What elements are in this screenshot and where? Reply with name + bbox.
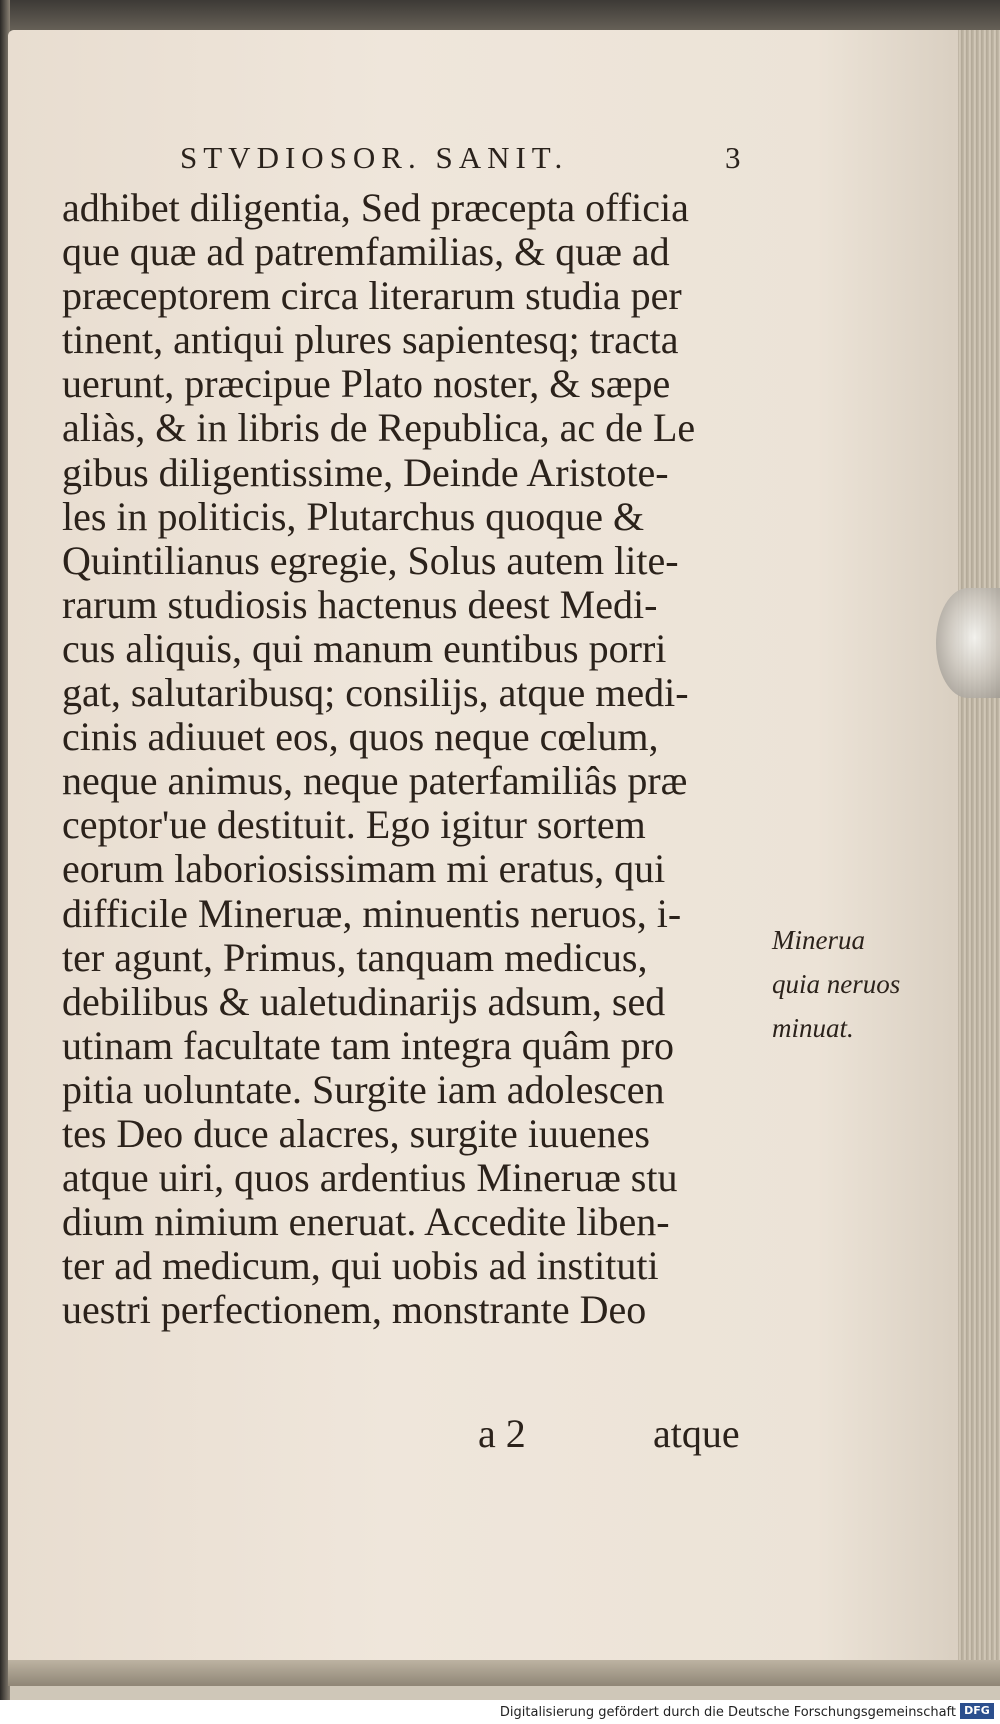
book-cover-top <box>0 0 1000 34</box>
page-stack-bottom <box>8 1660 1000 1686</box>
text-line: debilibus & ualetudinarijs adsum, sed <box>62 978 666 1024</box>
margin-note-line: Minerua <box>772 925 865 955</box>
page-stack-edge <box>958 30 1000 1670</box>
running-header <box>180 140 740 180</box>
catchword: atque <box>653 1411 740 1456</box>
text-line: cus aliquis, qui manum euntibus porri <box>62 625 667 671</box>
text-line: tes Deo duce alacres, surgite iuuenes <box>62 1110 650 1156</box>
text-line: neque animus, neque paterfamiliâs præ <box>62 758 688 804</box>
text-line: cinis adiuuet eos, quos neque cœlum, <box>62 714 659 760</box>
text-line: que quæ ad patremfamilias, & quæ ad <box>62 229 670 275</box>
text-line: adhibet diligentia, Sed præcepta officia <box>62 185 689 230</box>
clasp-reflection <box>936 588 1000 698</box>
text-line: præceptorem circa literarum studia per <box>62 273 682 319</box>
page-number: 3 <box>725 140 741 175</box>
running-title: STVDIOSOR. SANIT. <box>180 140 569 175</box>
text-line: uestri perfectionem, monstrante Deo <box>62 1287 647 1333</box>
text-line: atque uiri, quos ardentius Mineruæ stu <box>62 1155 678 1201</box>
dfg-logo: DFG <box>960 1703 994 1719</box>
text-line: dium nimium eneruat. Accedite liben- <box>62 1199 670 1245</box>
text-line: gibus diligentissime, Deinde Aristote- <box>62 449 669 495</box>
text-line: uerunt, præcipue Plato noster, & sæpe <box>62 361 671 407</box>
text-line: pitia uoluntate. Surgite iam adolescen <box>62 1066 665 1112</box>
page-foot-line <box>478 1410 778 1460</box>
text-line: eorum laboriosissimam mi eratus, qui <box>62 846 666 892</box>
footer-credit: Digitalisierung gefördert durch die Deutsche Forschungsgemeinschaft <box>499 1705 956 1720</box>
text-line: aliàs, & in libris de Republica, ac de Le <box>62 405 696 451</box>
text-line: utinam facultate tam integra quâm pro <box>62 1022 674 1068</box>
text-line: rarum studiosis hactenus deest Medi- <box>62 581 658 627</box>
signature-mark: a 2 <box>478 1411 526 1456</box>
text-line: ter ad medicum, qui uobis ad instituti <box>62 1243 659 1289</box>
text-line: difficile Mineruæ, minuentis neruos, i- <box>62 890 682 936</box>
margin-note-line: minuat. <box>772 1013 854 1043</box>
margin-note <box>772 918 900 1050</box>
text-line: Quintilianus egregie, Solus autem lite- <box>62 537 679 583</box>
text-line: tinent, antiqui plures sapientesq; tracta <box>62 317 679 363</box>
text-line: les in politicis, Plutarchus quoque & <box>62 493 645 539</box>
text-line: gat, salutaribusq; consilijs, atque medi- <box>62 670 689 716</box>
text-line: ter agunt, Primus, tanquam medicus, <box>62 934 648 980</box>
text-line: ceptor'ue destituit. Ego igitur sortem <box>62 802 646 848</box>
body-text <box>62 186 782 1332</box>
margin-note-line: quia neruos <box>772 969 901 999</box>
